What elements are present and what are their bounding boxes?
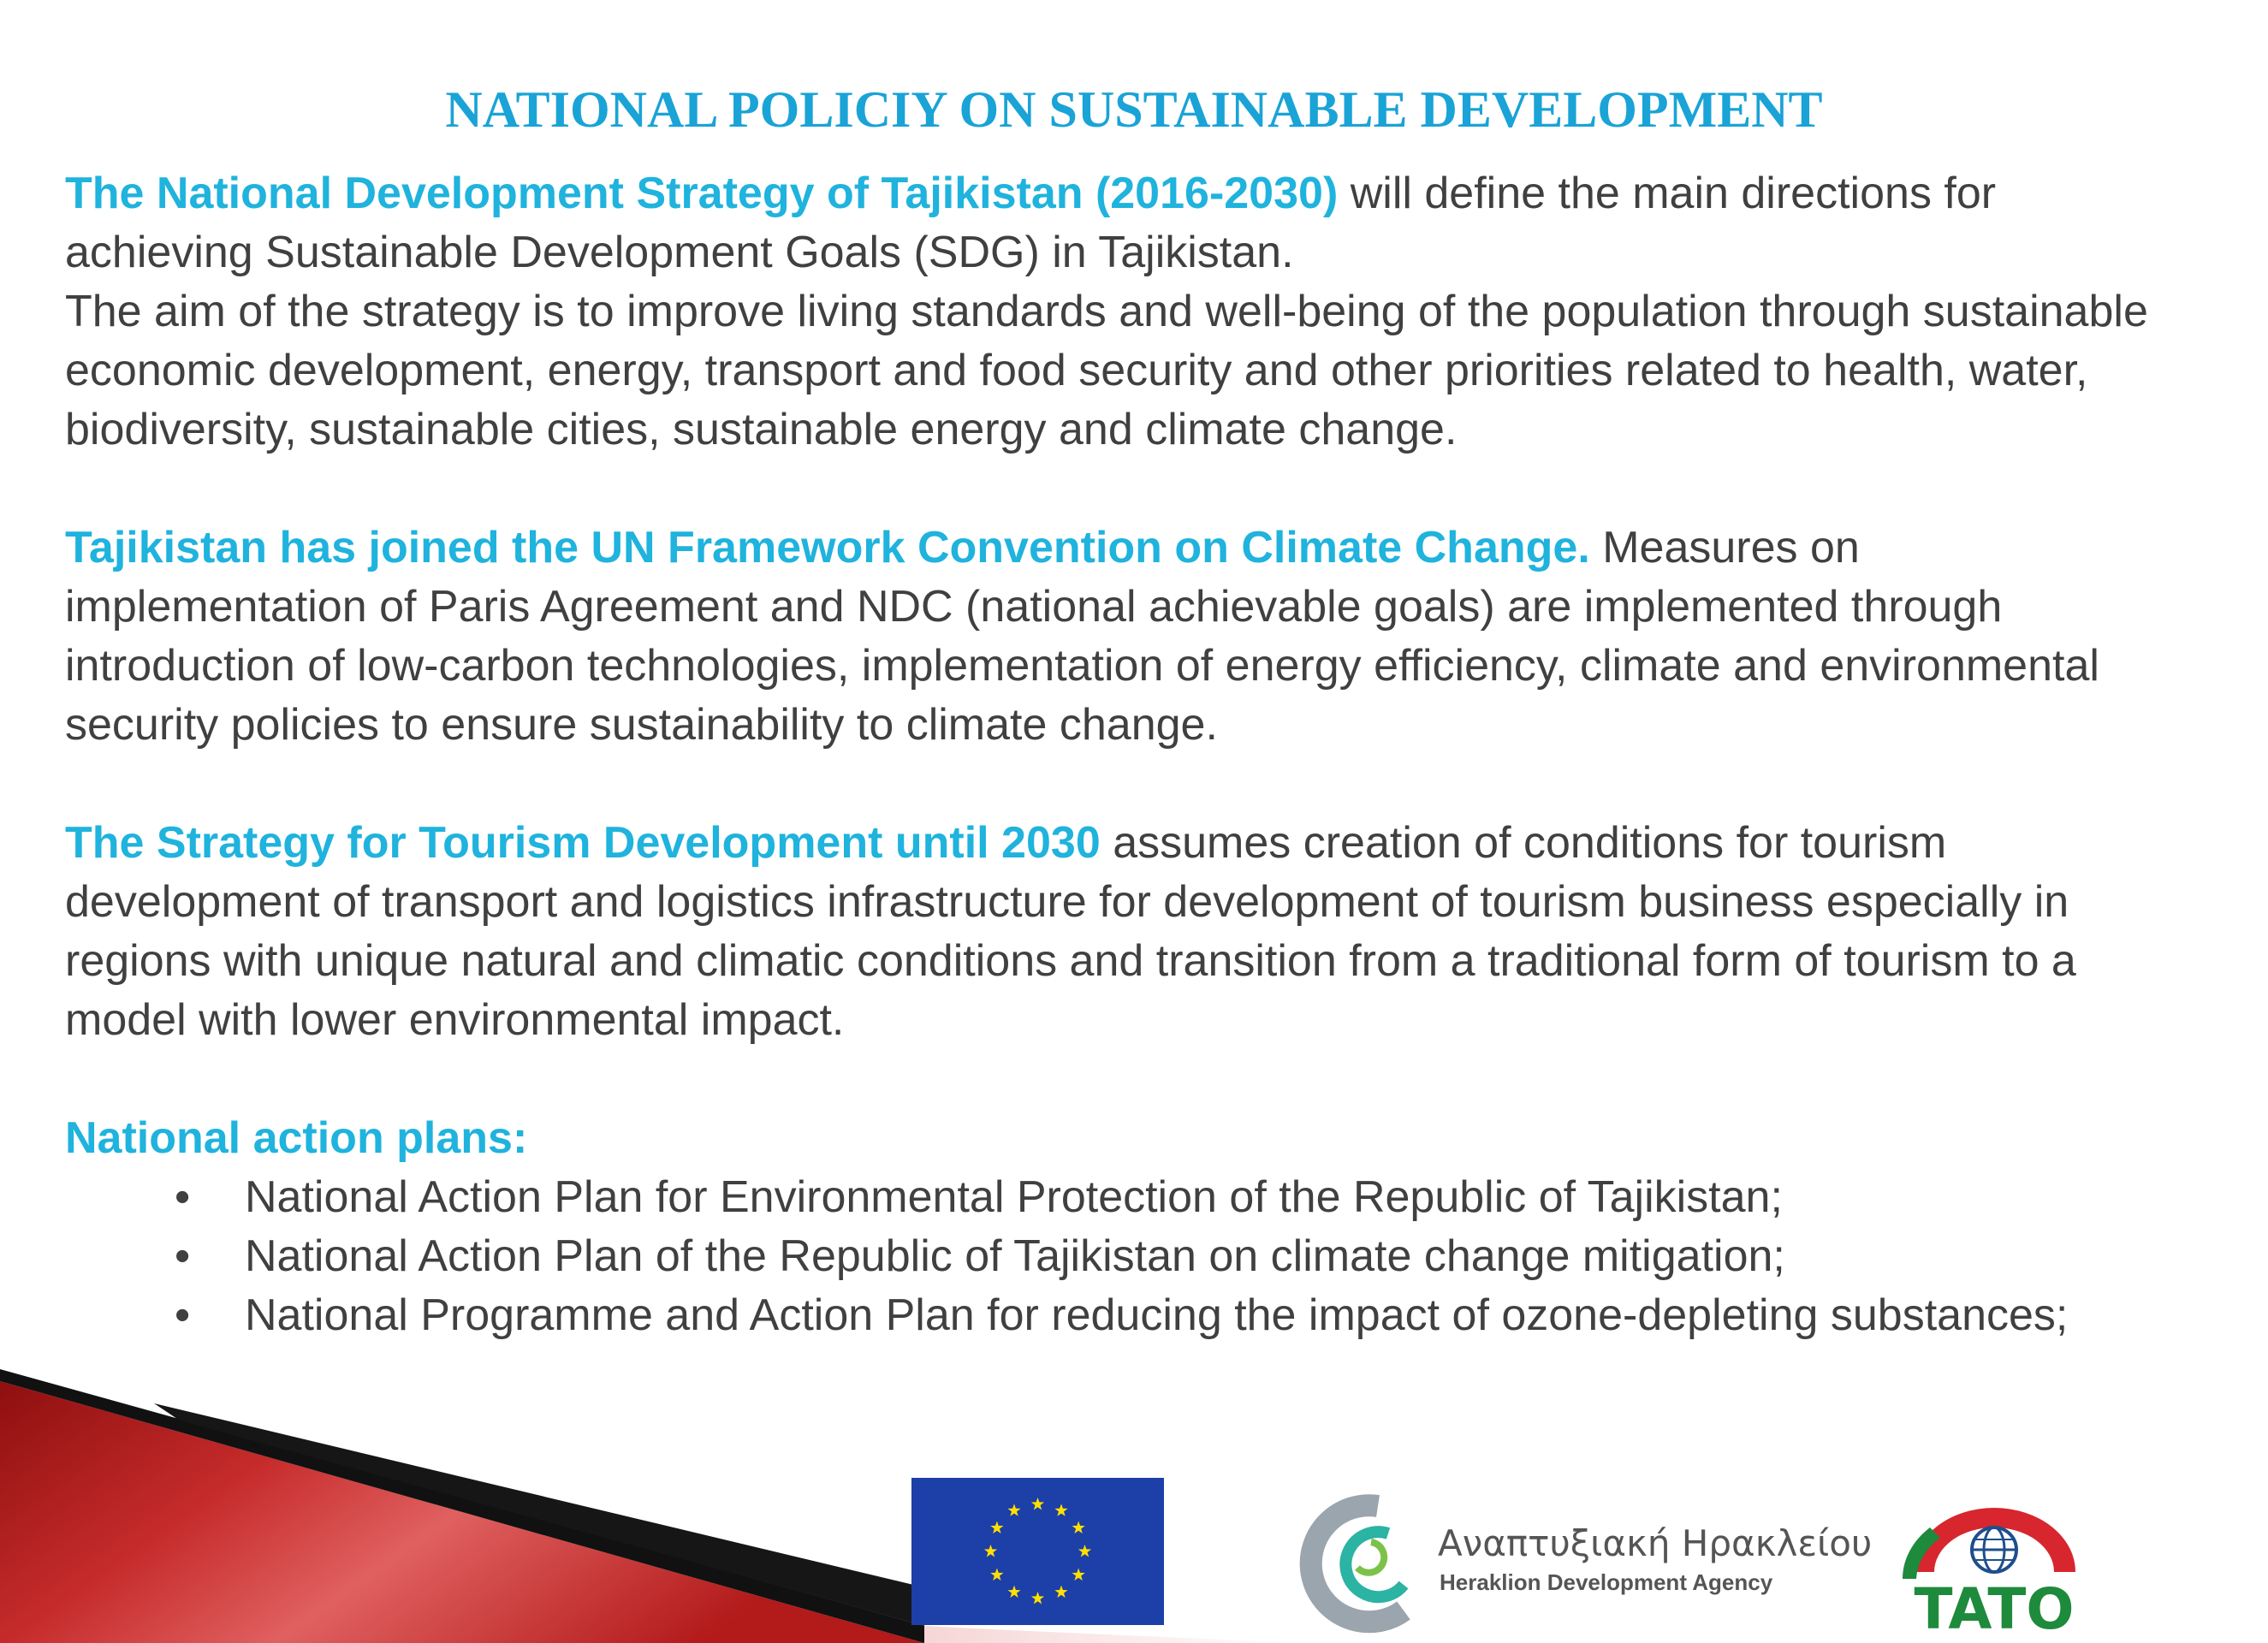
action-plans-list (65, 1168, 2153, 1345)
paragraph-highlight: The National Development Strategy of Tajikistan (2016-2030) (65, 169, 1339, 218)
eu-flag-icon (911, 1478, 1164, 1625)
hda-english-name: Heraklion Development Agency (1440, 1569, 1773, 1595)
slide-body (65, 164, 2153, 1345)
paragraph-text: The aim of the strategy is to improve living standards and well-being of the population through sustainable economic development, energy, transport and food security and other priorities related to health, water, biodiversity, sustainable cities, sustainable energy and climate change. (65, 287, 2148, 454)
tato-emblem-icon (1879, 1493, 2110, 1642)
slide-title: NATIONAL POLICIY ON SUSTAINABLE DEVELOPMENT (445, 81, 1823, 138)
paragraph-highlight: Tajikistan has joined the UN Framework Convention on Climate Change. (65, 523, 1590, 572)
bullet-icon: • (175, 1172, 191, 1222)
paragraph-text: assumes creation of conditions for tourism development of transport and logistics infrastructure for development of tourism business especially in regions with unique natural and climatic conditions and transition from a traditional form of tourism to a model with lower environmental impact. (65, 818, 2076, 1045)
hda-emblem-icon (1275, 1489, 1873, 1634)
bullet-icon: • (175, 1231, 191, 1281)
list-item: • National Action Plan for Environmental Protection of the Republic of Tajikistan; (65, 1168, 2153, 1227)
bullet-icon: • (175, 1290, 191, 1340)
hda-greek-name: Αναπτυξιακή Ηρακλείου (1438, 1522, 1873, 1564)
paragraph-tourism-strategy (65, 814, 2153, 1050)
paragraph-climate-convention (65, 519, 2153, 755)
paragraph-text: will define the main directions for achieving Sustainable Development Goals (SDG) in Tajikistan. (65, 169, 1997, 277)
paragraph-text: Measures on implementation of Paris Agreement and NDC (national achievable goals) are implemented through introduction of low-carbon technologies, implementation of energy efficiency, climate and environmental security policies to ensure sustainability to climate change. (65, 523, 2099, 750)
list-item: • National Action Plan of the Republic of Tajikistan on climate change mitigation; (65, 1227, 2153, 1286)
paragraph-highlight: The Strategy for Tourism Development until 2030 (65, 818, 1101, 868)
list-item: • National Programme and Action Plan for reducing the impact of ozone-depleting substances; (65, 1286, 2153, 1345)
tato-logo (1879, 1493, 2110, 1642)
action-plans-heading: National action plans: (65, 1113, 528, 1163)
paragraph-development-strategy (65, 164, 2153, 460)
heraklion-development-agency-logo (1275, 1489, 1873, 1634)
tato-wordmark: TATO (1914, 1576, 2075, 1642)
